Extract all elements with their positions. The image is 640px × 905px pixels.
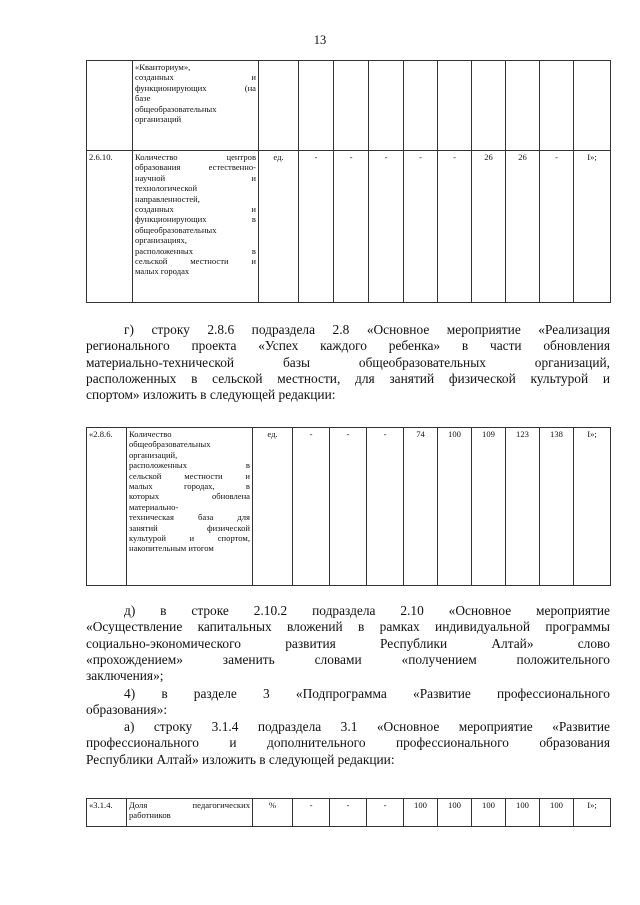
value-cell: 26	[506, 151, 540, 303]
value-cell: -	[540, 151, 574, 303]
value-cell: -	[330, 428, 367, 586]
name-line: функционирующих (на	[135, 82, 256, 93]
name-line: занятий физической	[129, 522, 250, 533]
value-cell: -	[299, 151, 334, 303]
value-cell: 109	[472, 428, 506, 586]
para-line: социально-экономического развития Республики Алтай» слово	[86, 635, 610, 651]
para-line: профессионального и дополнительного профессионального образования	[86, 735, 610, 751]
value-cell: 100	[506, 799, 540, 827]
value-cell: -	[293, 428, 330, 586]
table-row	[87, 151, 611, 303]
name-line: созданных и	[135, 204, 256, 215]
name-line: общеобразовательных	[135, 224, 217, 235]
value-cell: -	[367, 799, 404, 827]
page-number: 13	[313, 33, 327, 47]
value-cell: -	[438, 151, 472, 303]
value-cell	[369, 61, 404, 151]
name-line: работников	[129, 810, 171, 821]
value-cell	[472, 61, 506, 151]
value-cell: -	[369, 151, 404, 303]
para-line: заключения»;	[86, 668, 164, 684]
name-line: расположенных в	[135, 245, 256, 256]
name-line: культурой и спортом,	[129, 533, 250, 544]
value-cell: -	[293, 799, 330, 827]
table-row	[87, 799, 611, 827]
value-cell: I»;	[574, 151, 611, 303]
name-line: общеобразовательных	[135, 103, 217, 114]
unit-cell: ед.	[259, 151, 299, 303]
name-line: сельской местности и	[135, 256, 256, 267]
name-line: направленностей,	[135, 193, 200, 204]
unit-cell: ед.	[253, 428, 293, 586]
para-line: расположенных в сельской местности, для занятий физической культурой и	[86, 370, 610, 386]
unit-cell	[259, 61, 299, 151]
name-line: которых обновлена	[129, 491, 250, 502]
paragraph-g	[86, 322, 610, 403]
row-name	[127, 428, 253, 586]
para-line: г) строку 2.8.6 подраздела 2.8 «Основное мероприятие «Реализация	[124, 322, 610, 337]
para-line: регионального проекта «Успех каждого ребенка» в части обновления	[86, 338, 610, 354]
para-line: а) строку 3.1.4 подраздела 3.1 «Основное мероприятие «Развитие	[124, 719, 610, 734]
table-row	[87, 61, 611, 151]
value-cell: 123	[506, 428, 540, 586]
row-number: «2.8.6.	[87, 428, 127, 586]
name-line: образования естественно-	[135, 162, 256, 173]
row-number: 2.6.10.	[87, 151, 133, 303]
para-line: д) в строке 2.10.2 подраздела 2.10 «Основное мероприятие	[124, 603, 610, 618]
name-line: «Кванториум»,	[135, 62, 191, 72]
value-cell: -	[330, 799, 367, 827]
para-line: образования»:	[86, 702, 168, 718]
value-cell: 100	[472, 799, 506, 827]
row-name	[127, 799, 253, 827]
name-line: базе	[135, 93, 151, 104]
row-number	[87, 61, 133, 151]
value-cell: 74	[404, 428, 438, 586]
para-line: «прохождением» заменить словами «получением положительного	[86, 651, 610, 667]
value-cell	[438, 61, 472, 151]
value-cell: 100	[438, 799, 472, 827]
value-cell: 26	[472, 151, 506, 303]
para-line: Республики Алтай» изложить в следующей редакции:	[86, 751, 395, 767]
name-line: организациях,	[135, 235, 187, 246]
name-line: организаций	[135, 114, 182, 125]
name-line: сельской местности и	[129, 470, 250, 481]
name-line: Доля педагогических	[129, 800, 250, 810]
table-3-1-4	[86, 798, 611, 827]
value-cell	[540, 61, 574, 151]
table-2-8-6	[86, 427, 611, 586]
para-line: 4) в разделе 3 «Подпрограмма «Развитие профессионального	[124, 686, 610, 701]
name-line: малых городах, в	[129, 481, 250, 492]
row-name	[133, 61, 259, 151]
row-name	[133, 151, 259, 303]
name-line: накопительным итогом	[129, 543, 214, 554]
name-line: общеобразовательных	[129, 439, 211, 450]
name-line: научной и	[135, 172, 256, 183]
paragraph-d	[86, 603, 610, 684]
name-line: материально-	[129, 501, 179, 512]
unit-cell: %	[253, 799, 293, 827]
value-cell	[299, 61, 334, 151]
value-cell: I»;	[574, 799, 611, 827]
name-line: Количество	[129, 429, 172, 439]
para-line: спортом» изложить в следующей редакции:	[86, 387, 336, 403]
para-line: материально-технической базы общеобразовательных организаций,	[86, 354, 610, 370]
name-line: Количество центров	[135, 152, 256, 162]
name-line: организаций,	[129, 449, 178, 460]
name-line: созданных и	[135, 72, 256, 83]
value-cell: 138	[540, 428, 574, 586]
value-cell	[404, 61, 438, 151]
name-line: функционирующих в	[135, 214, 256, 225]
value-cell: 100	[438, 428, 472, 586]
name-line: расположенных в	[129, 460, 250, 471]
value-cell	[334, 61, 369, 151]
paragraph-section-4	[86, 686, 610, 719]
value-cell: -	[404, 151, 438, 303]
para-line: «Осуществление капитальных вложений в рамках индивидуальной программы	[86, 619, 610, 635]
value-cell: I»;	[574, 428, 611, 586]
value-cell: -	[367, 428, 404, 586]
name-line: малых городах	[135, 266, 190, 277]
paragraph-a	[86, 719, 610, 768]
value-cell: -	[334, 151, 369, 303]
value-cell	[506, 61, 540, 151]
name-line: технологической	[135, 183, 198, 194]
value-cell: 100	[540, 799, 574, 827]
row-number: «3.1.4.	[87, 799, 127, 827]
name-line: техническая база для	[129, 512, 250, 523]
table-row	[87, 428, 611, 586]
value-cell: 100	[404, 799, 438, 827]
table-continuation	[86, 60, 611, 303]
value-cell	[574, 61, 611, 151]
